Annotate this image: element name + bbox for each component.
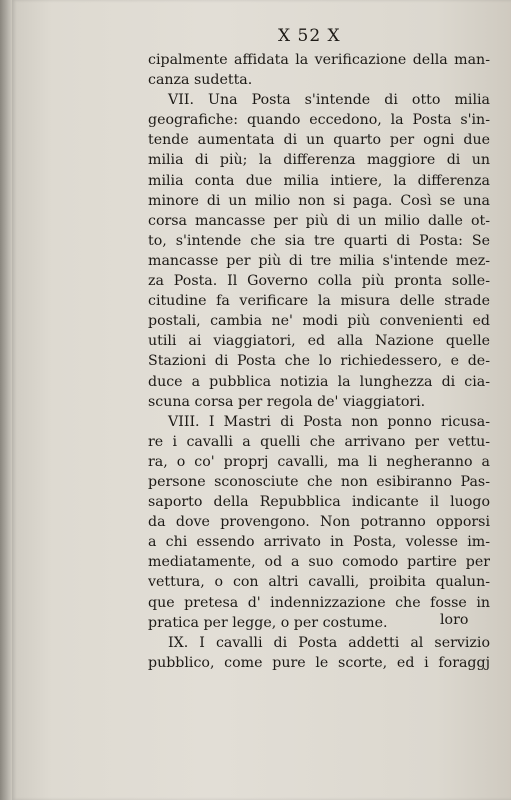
text-line: za Posta. Il Governo colla più pronta solle- [148, 273, 490, 290]
text-line: cipalmente affidata la verificazione della man- [148, 52, 490, 68]
text-line: milia conta due milia intiere, la differenza [148, 172, 490, 189]
text-line: da dove provengono. Non potranno opporsi [148, 514, 490, 531]
text-line: canza sudetta. [148, 72, 253, 89]
text-line: pratica per legge, o per costume. [148, 614, 388, 631]
text-line: tende aumentata di un quarto per ogni due [148, 132, 490, 149]
text-line: a chi essendo arrivato in Posta, volesse im- [148, 534, 490, 551]
text-line: re i cavalli a quelli che arrivano per vettu- [148, 433, 490, 450]
text-line: saporto della Repubblica indicante il luogo [148, 494, 490, 511]
text-line: corsa mancasse per più di un milio dalle ot- [148, 212, 490, 229]
text-line: ra, o co' proprj cavalli, ma li negheranno a [148, 453, 490, 470]
text-line: VIII. I Mastri di Posta non ponno ricusa- [168, 413, 490, 430]
text-line: VII. Una Posta s'intende di otto milia [168, 92, 490, 109]
text-line: citudine fa verificare la misura delle strade [148, 293, 490, 310]
text-line: utili ai viaggiatori, ed alla Nazione quelle [148, 333, 490, 350]
text-line: geografiche: quando eccedono, la Posta s'in- [148, 112, 490, 129]
text-line: mancasse per più di tre milia s'intende mez- [148, 252, 490, 269]
text-line: Stazioni di Posta che lo richiedessero, e de- [148, 353, 490, 370]
text-line: vettura, o con altri cavalli, proibita qualun- [148, 574, 490, 591]
text-line: que pretesa d' indennizzazione che fosse in [148, 594, 490, 611]
catchword: loro [440, 612, 469, 628]
text-line: to, s'intende che sia tre quarti di Posta: Se [148, 232, 490, 249]
text-line: scuna corsa per regola de' viaggiatori. [148, 393, 426, 410]
text-line: persone sconosciute che non esibiranno Pas- [148, 473, 490, 490]
page-body-text [148, 50, 490, 673]
page-number: X 52 X [278, 26, 341, 46]
text-line: milia di più; la differenza maggiore di un [148, 152, 490, 169]
text-line: mediatamente, od a suo comodo partire per [148, 554, 490, 571]
text-line: pubblico, come pure le scorte, ed i foraggj [148, 654, 490, 671]
text-line: minore di un milio non si paga. Così se una [148, 192, 490, 209]
text-line: postali, cambia ne' modi più convenienti ed [148, 313, 490, 330]
text-line: duce a pubblica notizia la lunghezza di cia- [148, 373, 490, 390]
text-line: IX. I cavalli di Posta addetti al servizio [168, 634, 490, 651]
